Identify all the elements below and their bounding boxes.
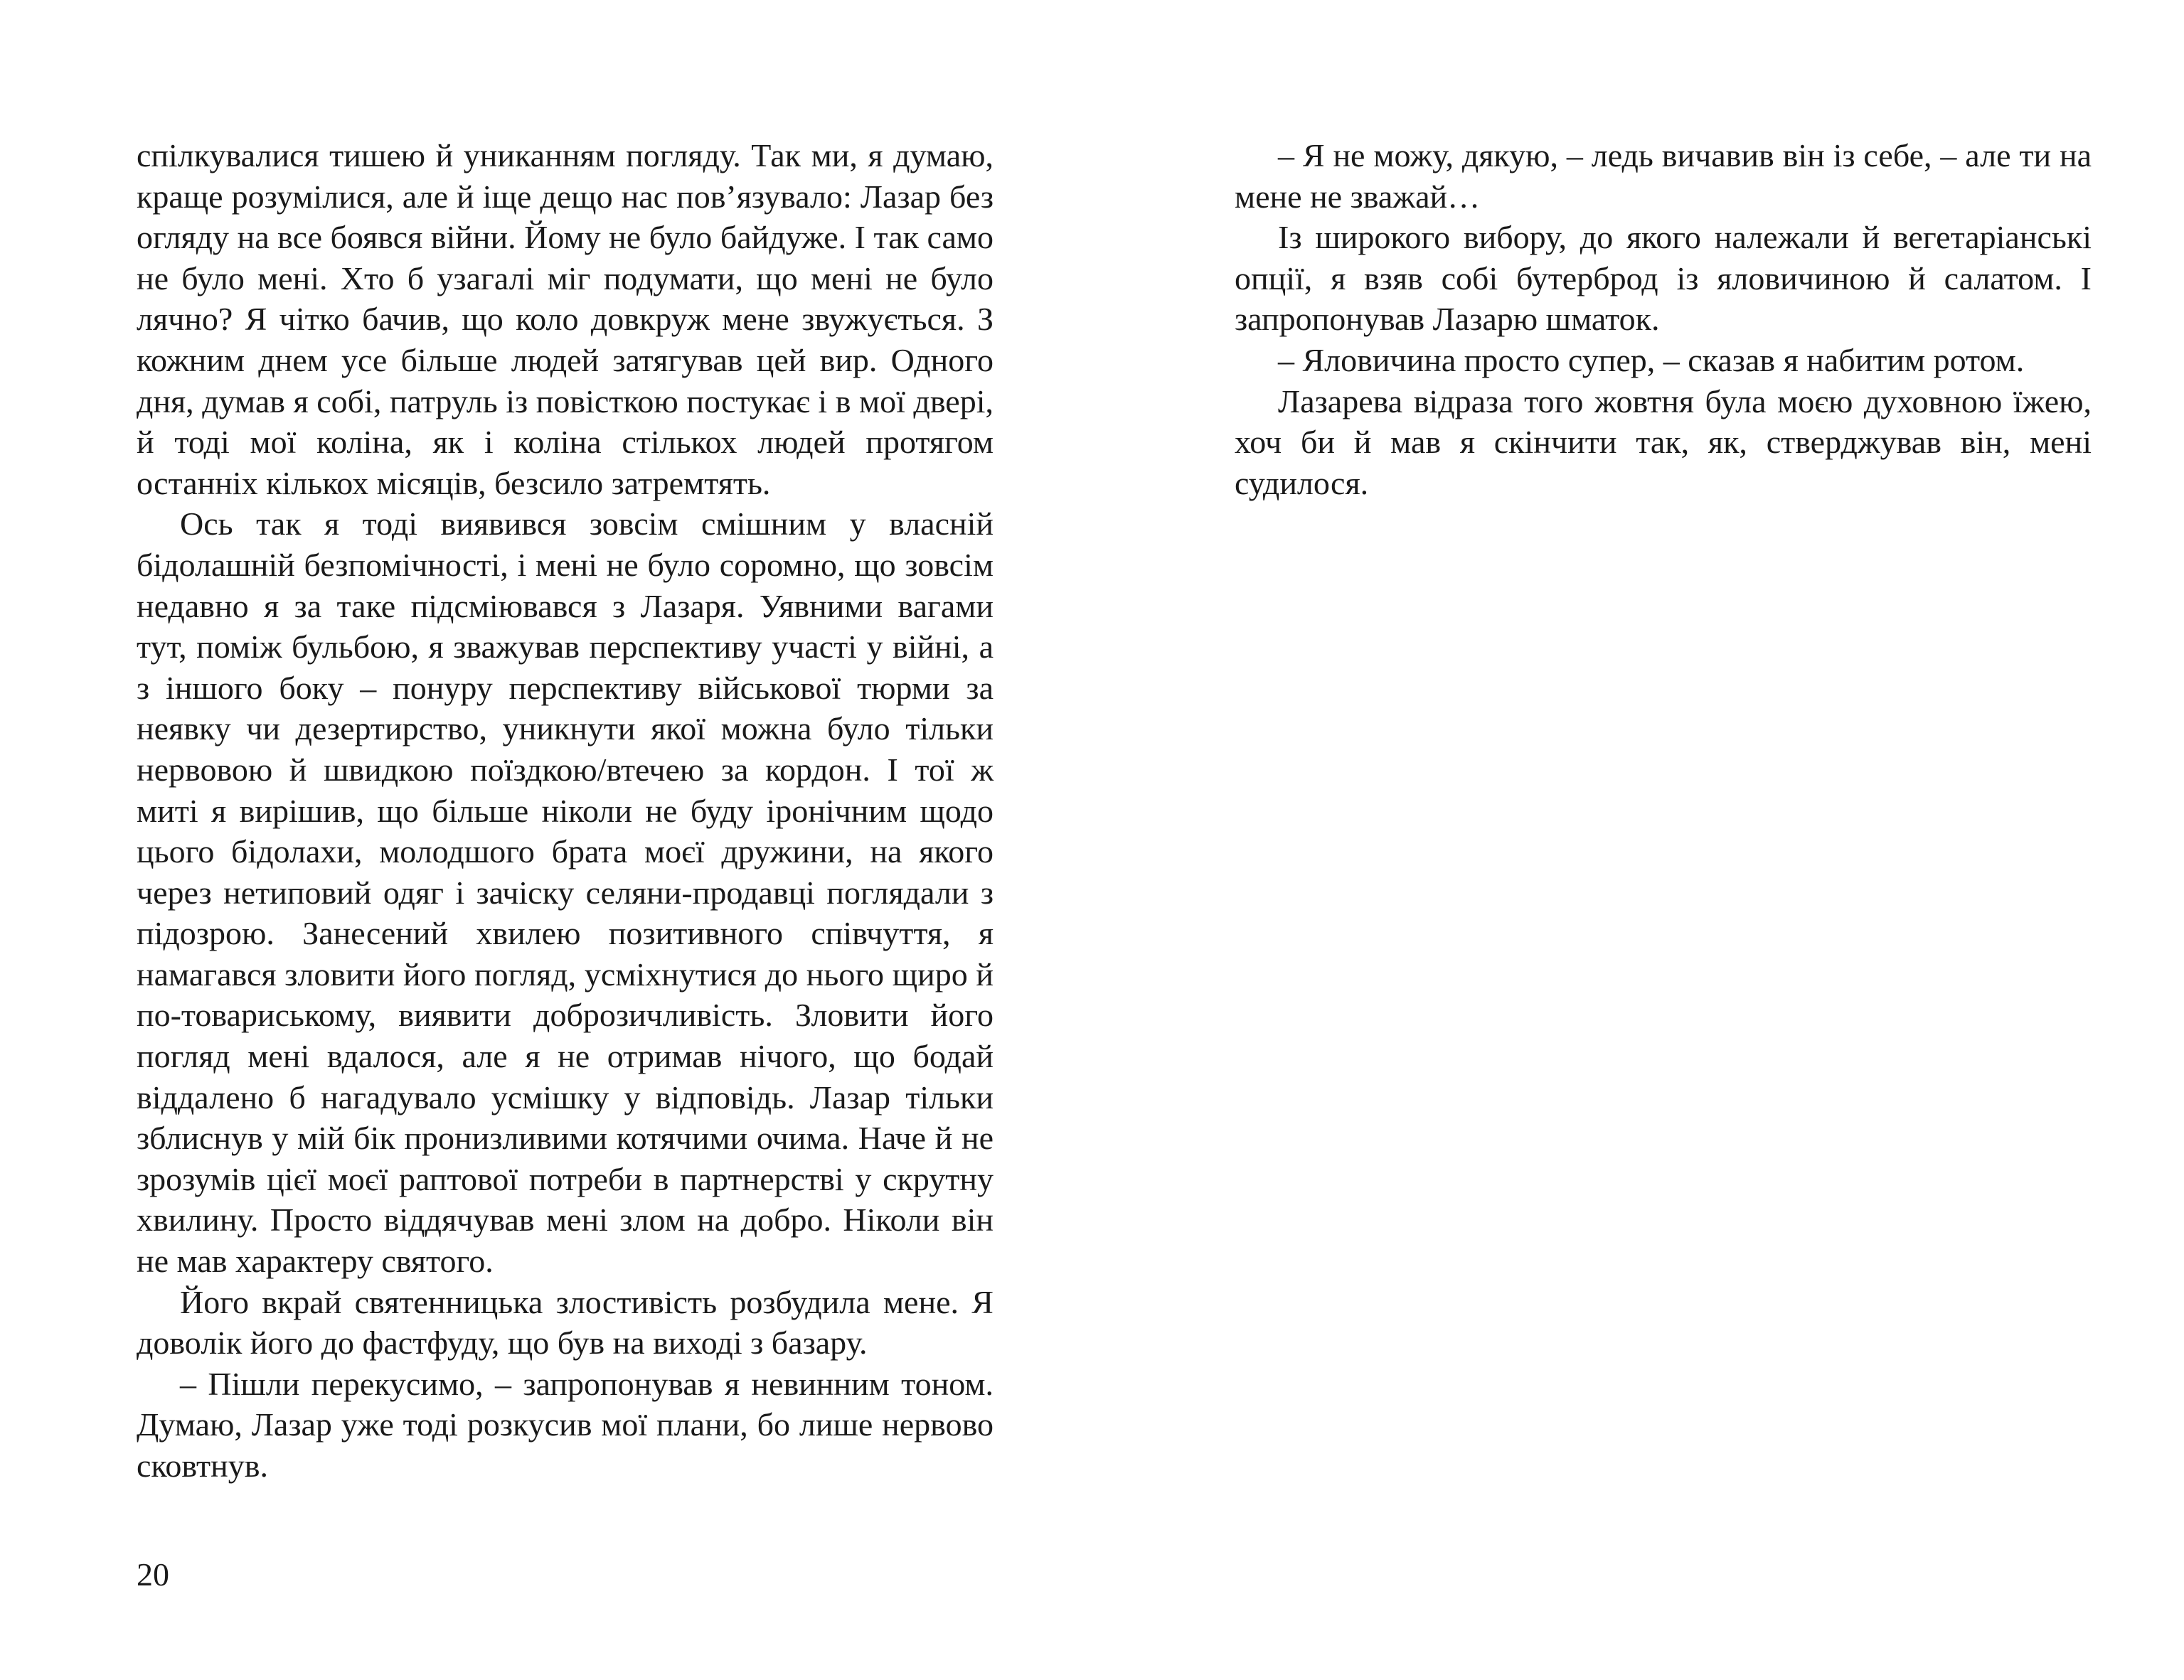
paragraph: спілкувалися тишею й униканням погляду. Так ми, я думаю, краще розумілися, але й іще дещо нас пов’язувало: Лазар без огляду на все боявся війни. Йому не було байдуже. І так само не було мені. Хто б узагалі міг подумати, що мені не було лячно? Я чітко бачив, що коло довкруж мене звужується. З кожним днем усе більше людей затягував цей вир. Одного дня, думав я собі, патруль із повісткою постукає і в мої двері, й тоді мої коліна, як і коліна стількох людей протягом останніх кількох місяців, безсило затремтять.: [137, 137, 994, 501]
paragraph: – Пішли перекусимо, – запропонував я невинним тоном. Думаю, Лазар уже тоді розкусив мої плани, бо лише нервово сковтнув.: [137, 1365, 994, 1484]
page-number: 20: [137, 1556, 169, 1593]
right-page: [1092, 0, 2184, 1680]
left-page-text: [137, 135, 994, 1487]
paragraph: Лазарева відраза того жовтня була моєю духовною їжею, хоч би й мав я скінчити так, як, стверджував він, мені судилося.: [1235, 382, 2092, 501]
paragraph: Його вкрай святенницька злостивість розбудила мене. Я доволік його до фастфуду, що був на виході з базару.: [137, 1283, 994, 1361]
paragraph: – Яловичина просто супер, – сказав я набитим ротом.: [1278, 341, 2025, 378]
paragraph: Із широкого вибору, до якого належали й вегетаріанські опції, я взяв собі бутерброд із яловичиною й салатом. І запропонував Лазарю шматок.: [1235, 219, 2092, 338]
paragraph: Ось так я тоді виявився зовсім смішним у власній бідолашній безпомічності, і мені не було соромно, що зовсім недавно я за таке підсміювався з Лазаря. Уявними вагами тут, поміж бульбою, я зважував перспективу участі у війні, а з іншого боку – понуру перспективу військової тюрми за неявку чи дезертирство, уникнути якої можна було тільки нервовою й швидкою поїздкою/втечею за кордон. І тої ж миті я вирішив, що більше ніколи не буду іронічним щодо цього бідолахи, молодшого брата моєї дружини, на якого через нетиповий одяг і зачіску селяни-продавці поглядали з підозрою. Занесений хвилею позитивного співчуття, я намагався зловити його погляд, усміхнутися до нього щиро й по-товариському, виявити доброзичливість. Зловити його погляд мені вдалося, але я не отримав нічого, що бодай віддалено б нагадувало усмішку у відповідь. Лазар тільки зблиснув у мій бік пронизливими котячими очима. Наче й не зрозумів цієї моєї раптової потреби в партнерстві у скрутну хвилину. Просто віддячував мені злом на добро. Ніколи він не мав характеру святого.: [137, 505, 994, 1280]
right-page-text: [1235, 135, 2092, 503]
paragraph: – Я не можу, дякую, – ледь вичавив він із себе, – але ти на мене не зважай…: [1235, 137, 2092, 215]
